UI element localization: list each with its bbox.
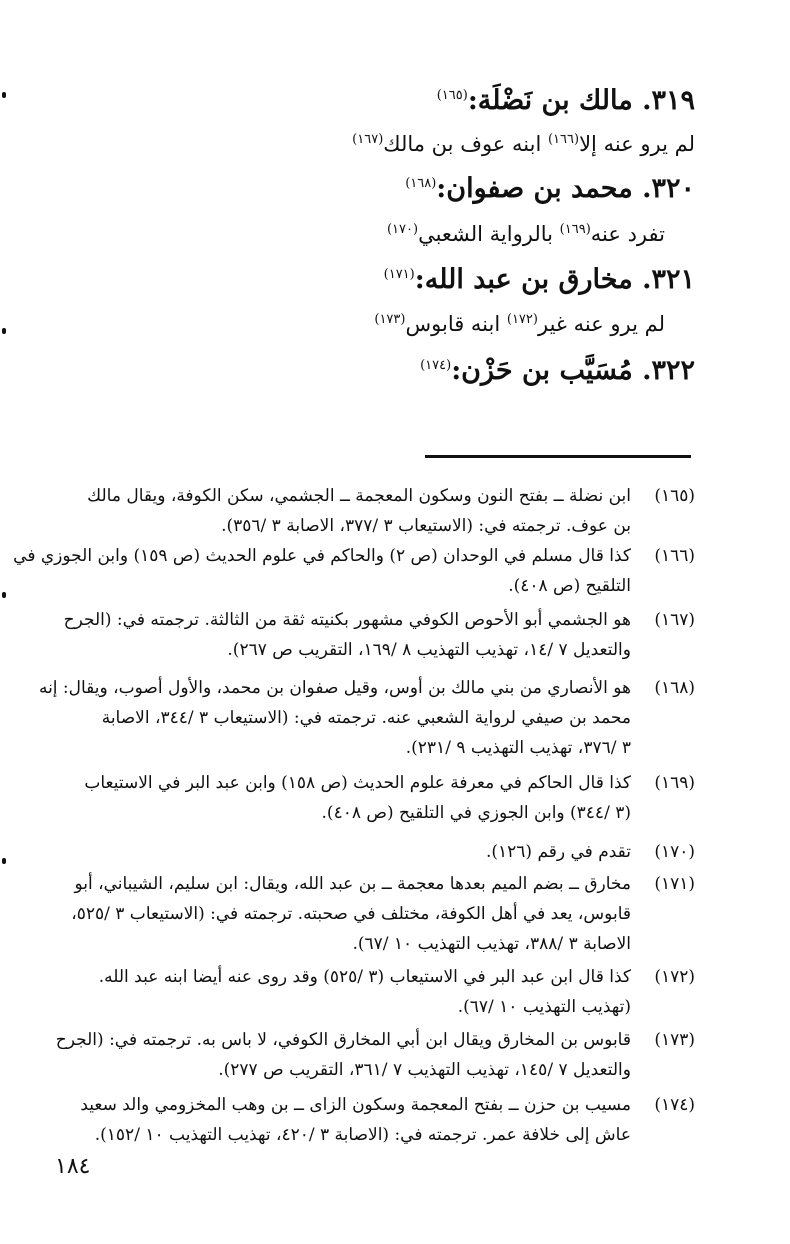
footnote-ref: (١٧٤)	[420, 358, 452, 373]
footnote-170: (١٧٠)تقدم في رقم (١٢٦).	[55, 837, 695, 867]
footnote-ref: (١٦٩)	[559, 222, 591, 237]
narration-line: لم يرو عنه إلا$^{(١٦٦)}$ ابنه عوف بن مالك$^{(١٦٧)}$	[352, 132, 695, 156]
entry-name: مالك بن نَضْلَة:	[467, 85, 633, 116]
footnote-171: (١٧١)مخارق ــ بضم الميم بعدها معجمة ــ بن عبد الله، ويقال: ابن سليم، الشيباني، أبو قابوس، يعد في أهل الكوفة، مختلف في صحبته. ترجمته في: (الاستيعاب ٣ /٥٢٥، الاصابة ٣ /٣٨٨، تهذيب التهذيب ١٠ /٦٧).	[55, 869, 695, 959]
footnote-number: (١٧١)	[654, 874, 695, 894]
entry-322	[420, 348, 695, 389]
footnote-165: (١٦٥)ابن نضلة ــ بفتح النون وسكون المعجمة ــ الجشمي، سكن الكوفة، ويقال مالك بن عوف. ترجمته في: (الاستيعاب ٣ /٣٧٧، الاصابة ٣ /٣٥٦).	[55, 481, 695, 541]
footnote-ref: (١٧١)	[383, 267, 415, 282]
margin-mark	[2, 328, 6, 334]
footnote-number: (١٧٤)	[654, 1095, 695, 1115]
footnote-ref: (١٦٦)	[547, 132, 580, 147]
footnote-ref: (١٦٨)	[405, 176, 437, 191]
narration-line: تفرد عنه$^{(١٦٩)}$ بالرواية الشعبي$^{(١٧٠)}$	[386, 222, 665, 246]
footnote-number: (١٦٨)	[654, 678, 695, 698]
footnote-number: (١٧٠)	[654, 842, 695, 862]
footnote-ref: (١٧٣)	[374, 312, 406, 327]
footnote-ref: (١٧٢)	[506, 312, 538, 327]
footnote-number: (١٦٩)	[654, 773, 695, 793]
footnote-ref: (١٦٥)	[436, 88, 468, 103]
page-number: ١٨٤	[55, 1154, 91, 1179]
margin-mark	[2, 92, 6, 98]
entry-name: محمد بن صفوان:	[436, 173, 633, 204]
entry-name: مُسَيَّب بن حَزْن:	[451, 355, 633, 386]
footnote-number: (١٦٧)	[654, 610, 695, 630]
footnote-166: (١٦٦)كذا قال مسلم في الوحدان (ص ٢) والحاكم في علوم الحديث (ص ١٥٩) وابن الجوزي في التلقيح (ص ٤٠٨).	[55, 541, 695, 601]
footnote-168: (١٦٨)هو الأنصاري من بني مالك بن أوس، وقيل صفوان بن محمد، والأول أصوب، ويقال: إنه محمد بن صيفي لرواية الشعبي عنه. ترجمته في: (الاستيعاب ٣ /٣٤٤، الاصابة ٣ /٣٧٦، تهذيب التهذيب ٩ /٢٣١).	[55, 673, 695, 763]
footnote-number: (١٧٣)	[654, 1030, 695, 1050]
footnote-number: (١٧٢)	[654, 967, 695, 987]
entry-name: مخارق بن عبد الله:	[414, 264, 633, 295]
entry-321	[384, 257, 695, 298]
footnote-174: (١٧٤)مسيب بن حزن ــ بفتح المعجمة وسكون الزاى ــ بن وهب المخزومي والد سعيد عاش إلى خلافة عمر. ترجمته في: (الاصابة ٣ /٤٢٠، تهذيب التهذيب ١٠ /١٥٢).	[55, 1090, 695, 1150]
footnote-number: (١٦٥)	[654, 486, 695, 506]
entry-number: ٣٢٠.	[642, 173, 695, 204]
margin-mark	[2, 858, 6, 864]
entry-319	[437, 78, 695, 119]
entry-number: ٣٢٢.	[642, 355, 695, 386]
narration-line: لم يرو عنه غير$^{(١٧٢)}$ ابنه قابوس$^{(١٧٣)}$	[374, 312, 665, 336]
entry-number: ٣١٩.	[642, 85, 695, 116]
entry-number: ٣٢١.	[642, 264, 695, 295]
footnote-173: (١٧٣)قابوس بن المخارق ويقال ابن أبي المخارق الكوفي، لا باس به. ترجمته في: (الجرح والتعديل ٧ /١٤٥، تهذيب التهذيب ٧ /٣٦١، التقريب ص ٢٧٧).	[55, 1025, 695, 1085]
footnote-separator	[425, 455, 691, 458]
footnote-172: (١٧٢)كذا قال ابن عبد البر في الاستيعاب (٣ /٥٢٥) وقد روى عنه أيضا ابنه عبد الله. (تهذيب التهذيب ١٠ /٦٧).	[55, 962, 695, 1022]
footnote-ref: (١٧٠)	[386, 222, 419, 237]
footnote-number: (١٦٦)	[654, 546, 695, 566]
footnote-169: (١٦٩)كذا قال الحاكم في معرفة علوم الحديث (ص ١٥٨) وابن عبد البر في الاستيعاب (٣ /٣٤٤) وابن الجوزي في التلقيح (ص ٤٠٨).	[55, 768, 695, 828]
margin-mark	[2, 592, 6, 598]
footnote-ref: (١٦٧)	[352, 132, 384, 147]
footnote-167: (١٦٧)هو الجشمي أبو الأحوص الكوفي مشهور بكنيته ثقة من الثالثة. ترجمته في: (الجرح والتعديل ٧ /١٤، تهذيب التهذيب ٨ /١٦٩، التقريب ص ٢٦٧).	[55, 605, 695, 665]
entry-320	[405, 166, 695, 207]
